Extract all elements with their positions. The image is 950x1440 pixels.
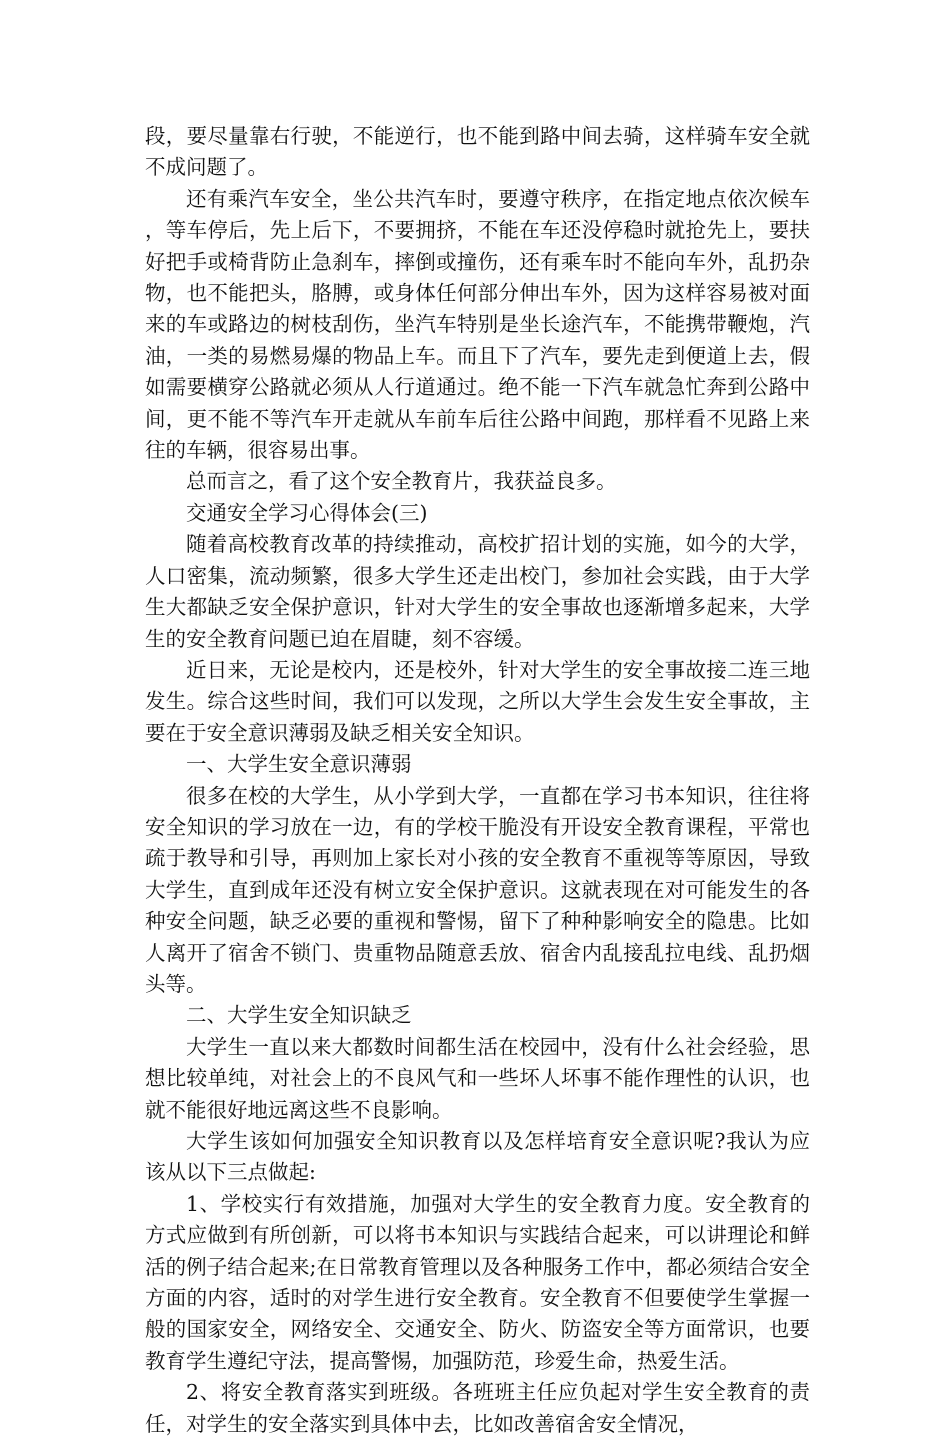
paragraph-question: 大学生该如何加强安全知识教育以及怎样培育安全意识呢?我认为应该从以下三点做起: xyxy=(145,1129,810,1185)
paragraph-bus-safety: 还有乘汽车安全，坐公共汽车时，要遵守秩序，在指定地点依次候车，等车停后，先上后下，不要拥挤，不能在车还没停稳时就抢先上，要扶好把手或椅背防止急刹车，摔倒或撞伤，还有乘车时不能向车外，乱扔杂物，也不能把头，胳膊，或身体任何部分伸出车外，因为这样容易被对面来的车或路边的树枝刮伤，坐汽车特别是坐长途汽车，不能携带鞭炮，汽油，一类的易燃易爆的物品上车。而且下了汽车，要先走到便道上去，假如需要横穿公路就必须从人行道通过。绝不能一下汽车就急忙奔到公路中间，更不能不等汽车开走就从车前车后往公路中间跑，那样看不见路上来往的车辆，很容易出事。 xyxy=(145,186,810,463)
paragraph-summary: 总而言之，看了这个安全教育片，我获益良多。 xyxy=(186,469,617,494)
paragraph-continuation: 段，要尽量靠右行驶，不能逆行，也不能到路中间去骑，这样骑车安全就不成问题了。 xyxy=(145,124,810,180)
paragraph-recent-events: 近日来，无论是校内，还是校外，针对大学生的安全事故接二连三地发生。综合这些时间，我们可以发现，之所以大学生会发生安全事故，主要在于安全意识薄弱及缺乏相关安全知识。 xyxy=(145,657,810,745)
paragraph-point-2: 2、将安全教育落实到班级。各班班主任应负起对学生安全教育的责任，对学生的安全落实到具体中去，比如改善宿舍安全情况， xyxy=(145,1380,810,1436)
paragraph-weak-awareness: 很多在校的大学生，从小学到大学，一直都在学习书本知识，往往将安全知识的学习放在一边，有的学校干脆没有开设安全教育课程，平常也疏于教导和引导，再则加上家长对小孩的安全教育不重视等等原因，导致大学生，直到成年还没有树立安全保护意识。这就表现在对可能发生的各种安全问题，缺乏必要的重视和警惕，留下了种种影响安全的隐患。比如人离开了宿舍不锁门、贵重物品随意丢放、宿舍内乱接乱拉电线、乱扔烟头等。 xyxy=(145,783,810,996)
paragraph-lack-knowledge: 大学生一直以来大都数时间都生活在校园中，没有什么社会经验，思想比较单纯，对社会上的不良风气和一些坏人坏事不能作理性的认识，也就不能很好地远离这些不良影响。 xyxy=(145,1034,810,1122)
paragraph-intro: 随着高校教育改革的持续推动，高校扩招计划的实施，如今的大学，人口密集，流动频繁，很多大学生还走出校门，参加社会实践，由于大学生大都缺乏安全保护意识，针对大学生的安全事故也逐渐增多起来，大学生的安全教育问题已迫在眉睫，刻不容缓。 xyxy=(145,532,810,651)
document-body xyxy=(145,121,810,1440)
heading-weak-awareness: 一、大学生安全意识薄弱 xyxy=(186,752,412,777)
section-title: 交通安全学习心得体会(三) xyxy=(186,500,428,525)
paragraph-point-1: 1、学校实行有效措施，加强对大学生的安全教育力度。安全教育的方式应做到有所创新，可以将书本知识与实践结合起来，可以讲理论和鲜活的例子结合起来;在日常教育管理以及各种服务工作中，都必须结合安全方面的内容，适时的对学生进行安全教育。安全教育不但要使学生掌握一般的国家安全，网络安全、交通安全、防火、防盗安全等方面常识，也要教育学生遵纪守法，提高警惕，加强防范，珍爱生命，热爱生活。 xyxy=(145,1191,810,1373)
heading-lack-knowledge: 二、大学生安全知识缺乏 xyxy=(186,1003,412,1028)
